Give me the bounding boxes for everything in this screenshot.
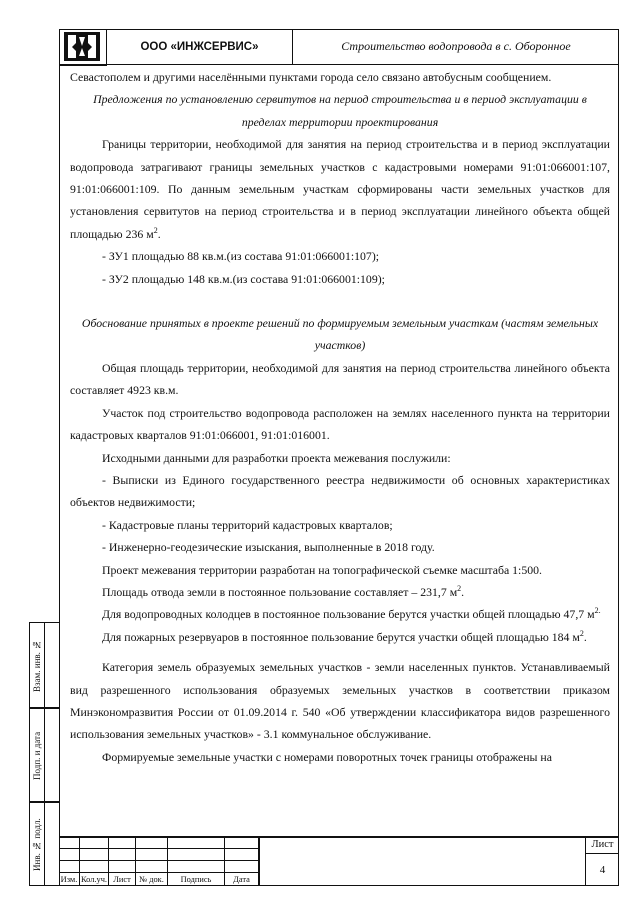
sheet-box — [585, 836, 619, 886]
title-block-col: Дата — [225, 872, 259, 886]
side-stamp-replace — [29, 622, 59, 708]
company-name: ООО «ИНЖСЕРВИС» — [107, 29, 293, 65]
company-logo — [59, 29, 107, 65]
paragraph: Для водопроводных колодцев в постоянное пользование берутся участки общей площадью 47,7 $м^{2.}$ — [102, 606, 601, 622]
document-body — [70, 66, 610, 768]
paragraph: Для пожарных резервуаров в постоянное пользование берутся участки общей площадью 184 $м^2$. — [102, 628, 587, 644]
title-block-col: Изм. — [59, 872, 80, 886]
sheet-number: 4 — [599, 863, 606, 876]
list-item: - Инженерно-геодезические изыскания, выполненные в 2018 году. — [102, 540, 435, 555]
paragraph: Общая площадь территории, необходимой для занятия на период строительства линейного объекта составляет 4923 кв.м. — [70, 360, 610, 398]
section-heading: Обоснование принятых в проекте решений по формируемым земельным участкам (частям земельных участков) — [81, 316, 599, 353]
paragraph: Площадь отвода земли в постоянное пользование составляет – 231,7 $м^2$. — [102, 584, 465, 599]
side-stamp-inventory — [29, 802, 59, 886]
title-block-col: Кол.уч. — [80, 872, 109, 886]
title-block — [59, 836, 619, 886]
section-heading: Предложения по установлению сервитутов на период строительства и в период эксплуатации в пределах территории проектирования — [93, 92, 587, 129]
list-item: - Кадастровые планы территорий кадастровых кварталов; — [102, 517, 393, 532]
paragraph: Проект межевания территории разработан на топографической съемке масштаба 1:500. — [102, 562, 542, 577]
paragraph: Границы территории, необходимой для занятия на период строительства и в период эксплуатации водопровода затрагивают границы земельных участков с кадастровыми номерами 91:01:066001:107, 91:01:066001:109. По данным земельным участкам сформированы части земельных участков для установления сервитутов на период строительства и в период эксплуатации линейного объекта общей площадью 236 $м^2$. — [70, 137, 610, 241]
paragraph: Севастополем и другими населёнными пунктами города село связано автобусным сообщением. — [70, 70, 552, 84]
side-label: Инв. № подл. — [32, 818, 42, 872]
list-item: - ЗУ2 площадью 148 кв.м.(из состава 91:01:066001:109); — [102, 271, 385, 286]
side-stamp-signature — [29, 708, 59, 802]
paragraph: Участок под строительство водопровода расположен на землях населенного пункта на территории кадастровых кварталов 91:01:066001, 91:01:016001. — [70, 405, 610, 443]
title-block-col: Лист — [109, 872, 136, 886]
project-title: Строительство водопровода в с. Оборонное — [293, 29, 619, 65]
side-label: Подп. и дата — [32, 731, 42, 781]
document-header — [59, 29, 619, 65]
title-block-col: Подпись — [168, 872, 225, 886]
title-block-col: № док. — [136, 872, 168, 886]
paragraph: Категория земель образуемых земельных участков - земли населенных пунктов. Устанавливаемый вид разрешенного использования образуемых земельных участков в соответствии приказом Минэкономразвития России от 01.09.2014 г. 540 «Об утверждении классификатора видов разрешенного использования земельных участков» - 3.1 коммунальное обслуживание. — [70, 660, 610, 742]
side-label: Взам. инв. № — [32, 639, 42, 693]
list-item: - Выписки из Единого государственного реестра недвижимости об основных характеристиках объектов недвижимости; — [70, 472, 610, 510]
paragraph: Исходными данными для разработки проекта межевания послужили: — [102, 450, 451, 465]
sheet-label: Лист — [586, 836, 619, 854]
list-item: - ЗУ1 площадью 88 кв.м.(из состава 91:01:066001:107); — [102, 249, 380, 264]
paragraph: Формируемые земельные участки с номерами поворотных точек границы отображены на — [102, 749, 552, 764]
